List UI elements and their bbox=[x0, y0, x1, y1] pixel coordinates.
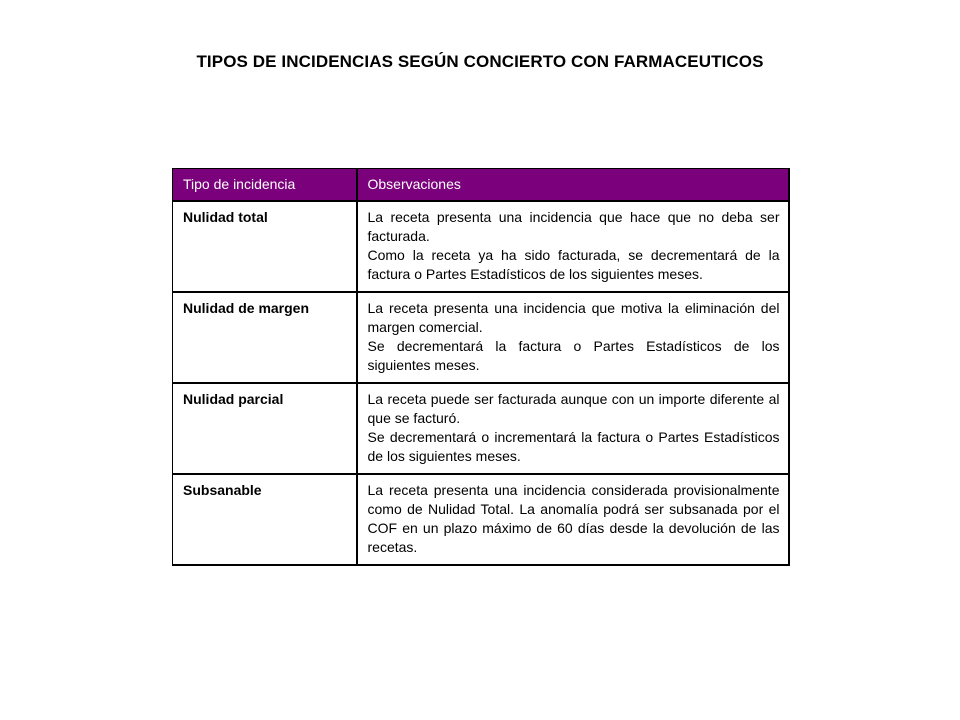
observacion-text: Se decrementará o incrementará la factura o Partes Estadísticos de los siguientes meses. bbox=[367, 429, 780, 464]
incidencias-table bbox=[172, 168, 790, 566]
table-row bbox=[173, 474, 789, 565]
observacion-text: La receta presenta una incidencia considerada provisionalmente como de Nulidad Total. La anomalía podrá ser subsanada por el COF en un plazo máximo de 60 días desde la devolución de las recetas. bbox=[367, 482, 780, 555]
observacion-text: La receta presenta una incidencia que motiva la eliminación del margen comercial. bbox=[367, 300, 780, 335]
header-observaciones: Observaciones bbox=[357, 169, 789, 202]
table-header-row bbox=[173, 169, 789, 202]
table-row bbox=[173, 201, 789, 292]
header-tipo: Tipo de incidencia bbox=[173, 169, 357, 202]
observacion-text: La receta puede ser facturada aunque con un importe diferente al que se facturó. bbox=[367, 391, 780, 426]
observaciones-cell bbox=[357, 474, 789, 565]
page-title: TIPOS DE INCIDENCIAS SEGÚN CONCIERTO CON FARMACEUTICOS bbox=[196, 52, 764, 71]
table-row bbox=[173, 292, 789, 383]
observacion-text: Como la receta ya ha sido facturada, se decrementará de la factura o Partes Estadísticos de los siguientes meses. bbox=[367, 247, 780, 282]
observacion-text: La receta presenta una incidencia que hace que no deba ser facturada. bbox=[367, 209, 780, 244]
observaciones-cell bbox=[357, 201, 789, 292]
tipo-cell: Nulidad de margen bbox=[173, 292, 357, 383]
observaciones-cell bbox=[357, 292, 789, 383]
table-row bbox=[173, 383, 789, 474]
observacion-text: Se decrementará la factura o Partes Estadísticos de los siguientes meses. bbox=[367, 338, 780, 373]
tipo-cell: Nulidad total bbox=[173, 201, 357, 292]
observaciones-cell bbox=[357, 383, 789, 474]
tipo-cell: Nulidad parcial bbox=[173, 383, 357, 474]
tipo-cell: Subsanable bbox=[173, 474, 357, 565]
